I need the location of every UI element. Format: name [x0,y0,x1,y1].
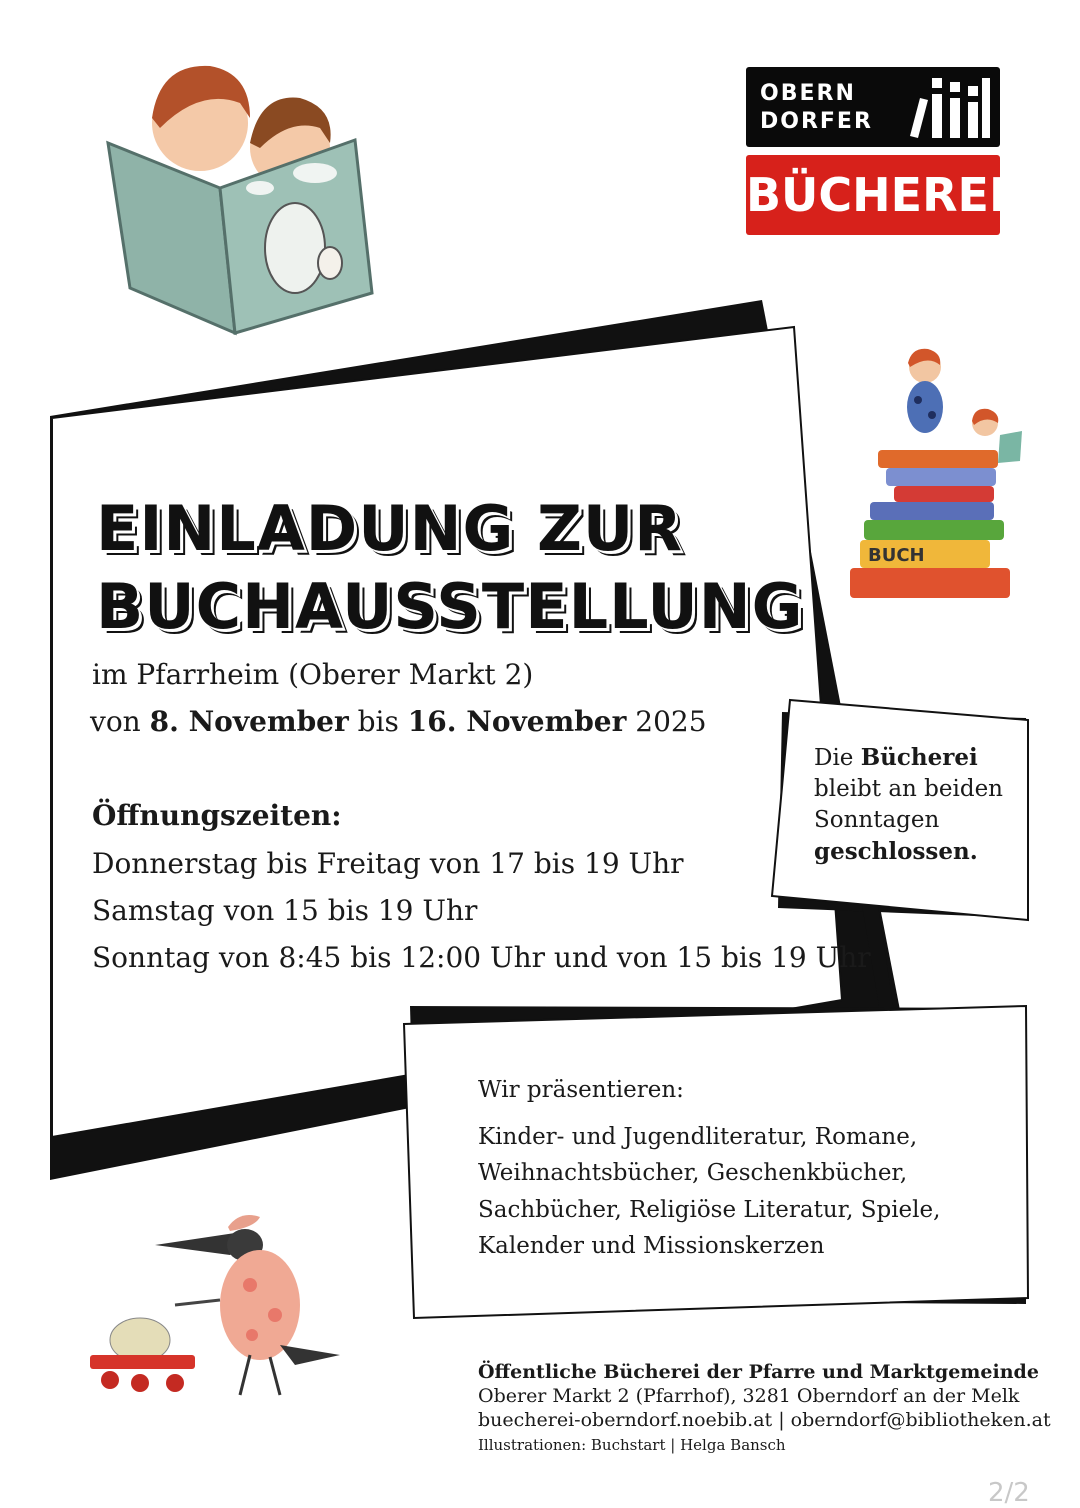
opening-hours-heading: Öffnungszeiten: [92,799,342,832]
list-item: Sachbücher, Religiöse Literatur, Spiele, [478,1196,941,1223]
library-logo-title: BÜCHEREI [746,168,1007,222]
sunday-closed-note: Die Bücherei bleibt an beiden Sonntagen geschlossen. [814,744,1003,865]
footer-address: Oberer Markt 2 (Pfarrhof), 3281 Oberndorf an der Melk [478,1385,1020,1407]
footer-contact: buecherei-oberndorf.noebib.at | oberndorf@bibliotheken.at [478,1409,1051,1431]
footer [478,1360,1051,1458]
opening-hours-line: Sonntag von 8:45 bis 12:00 Uhr und von 15 bis 19 Uhr [92,941,871,974]
children-reading-book-illustration [100,48,380,338]
list-item: Kalender und Missionskerzen [478,1233,825,1259]
footer-credits: Illustrationen: Buchstart | Helga Bansch [478,1436,786,1454]
children-on-book-stack-illustration [850,345,1030,607]
bird-pushing-cart-with-egg-illustration [80,1205,360,1405]
page-title: EINLADUNG ZUR BUCHAUSSTELLUNG [96,492,804,643]
svg-text:BUCH: BUCH [868,545,925,566]
page-indicator: 2/2 [988,1478,1030,1508]
presentation-list [478,1072,940,1265]
opening-hours-line: Samstag von 15 bis 19 Uhr [92,894,478,927]
exhibition-dates: von 8. November bis 16. November 2025 [90,705,707,738]
footer-org: Öffentliche Bücherei der Pfarre und Marktgemeinde [478,1361,1039,1383]
opening-hours-line: Donnerstag bis Freitag von 17 bis 19 Uhr [92,847,684,880]
presentation-heading: Wir präsentieren: [478,1077,684,1103]
venue-text: im Pfarrheim (Oberer Markt 2) [92,658,534,691]
list-item: Kinder- und Jugendliteratur, Romane, [478,1123,918,1150]
bookshelf-icon [906,74,992,140]
library-logo-name: OBERN DORFER [760,81,873,134]
list-item: Weihnachtsbücher, Geschenkbücher, [478,1160,908,1186]
